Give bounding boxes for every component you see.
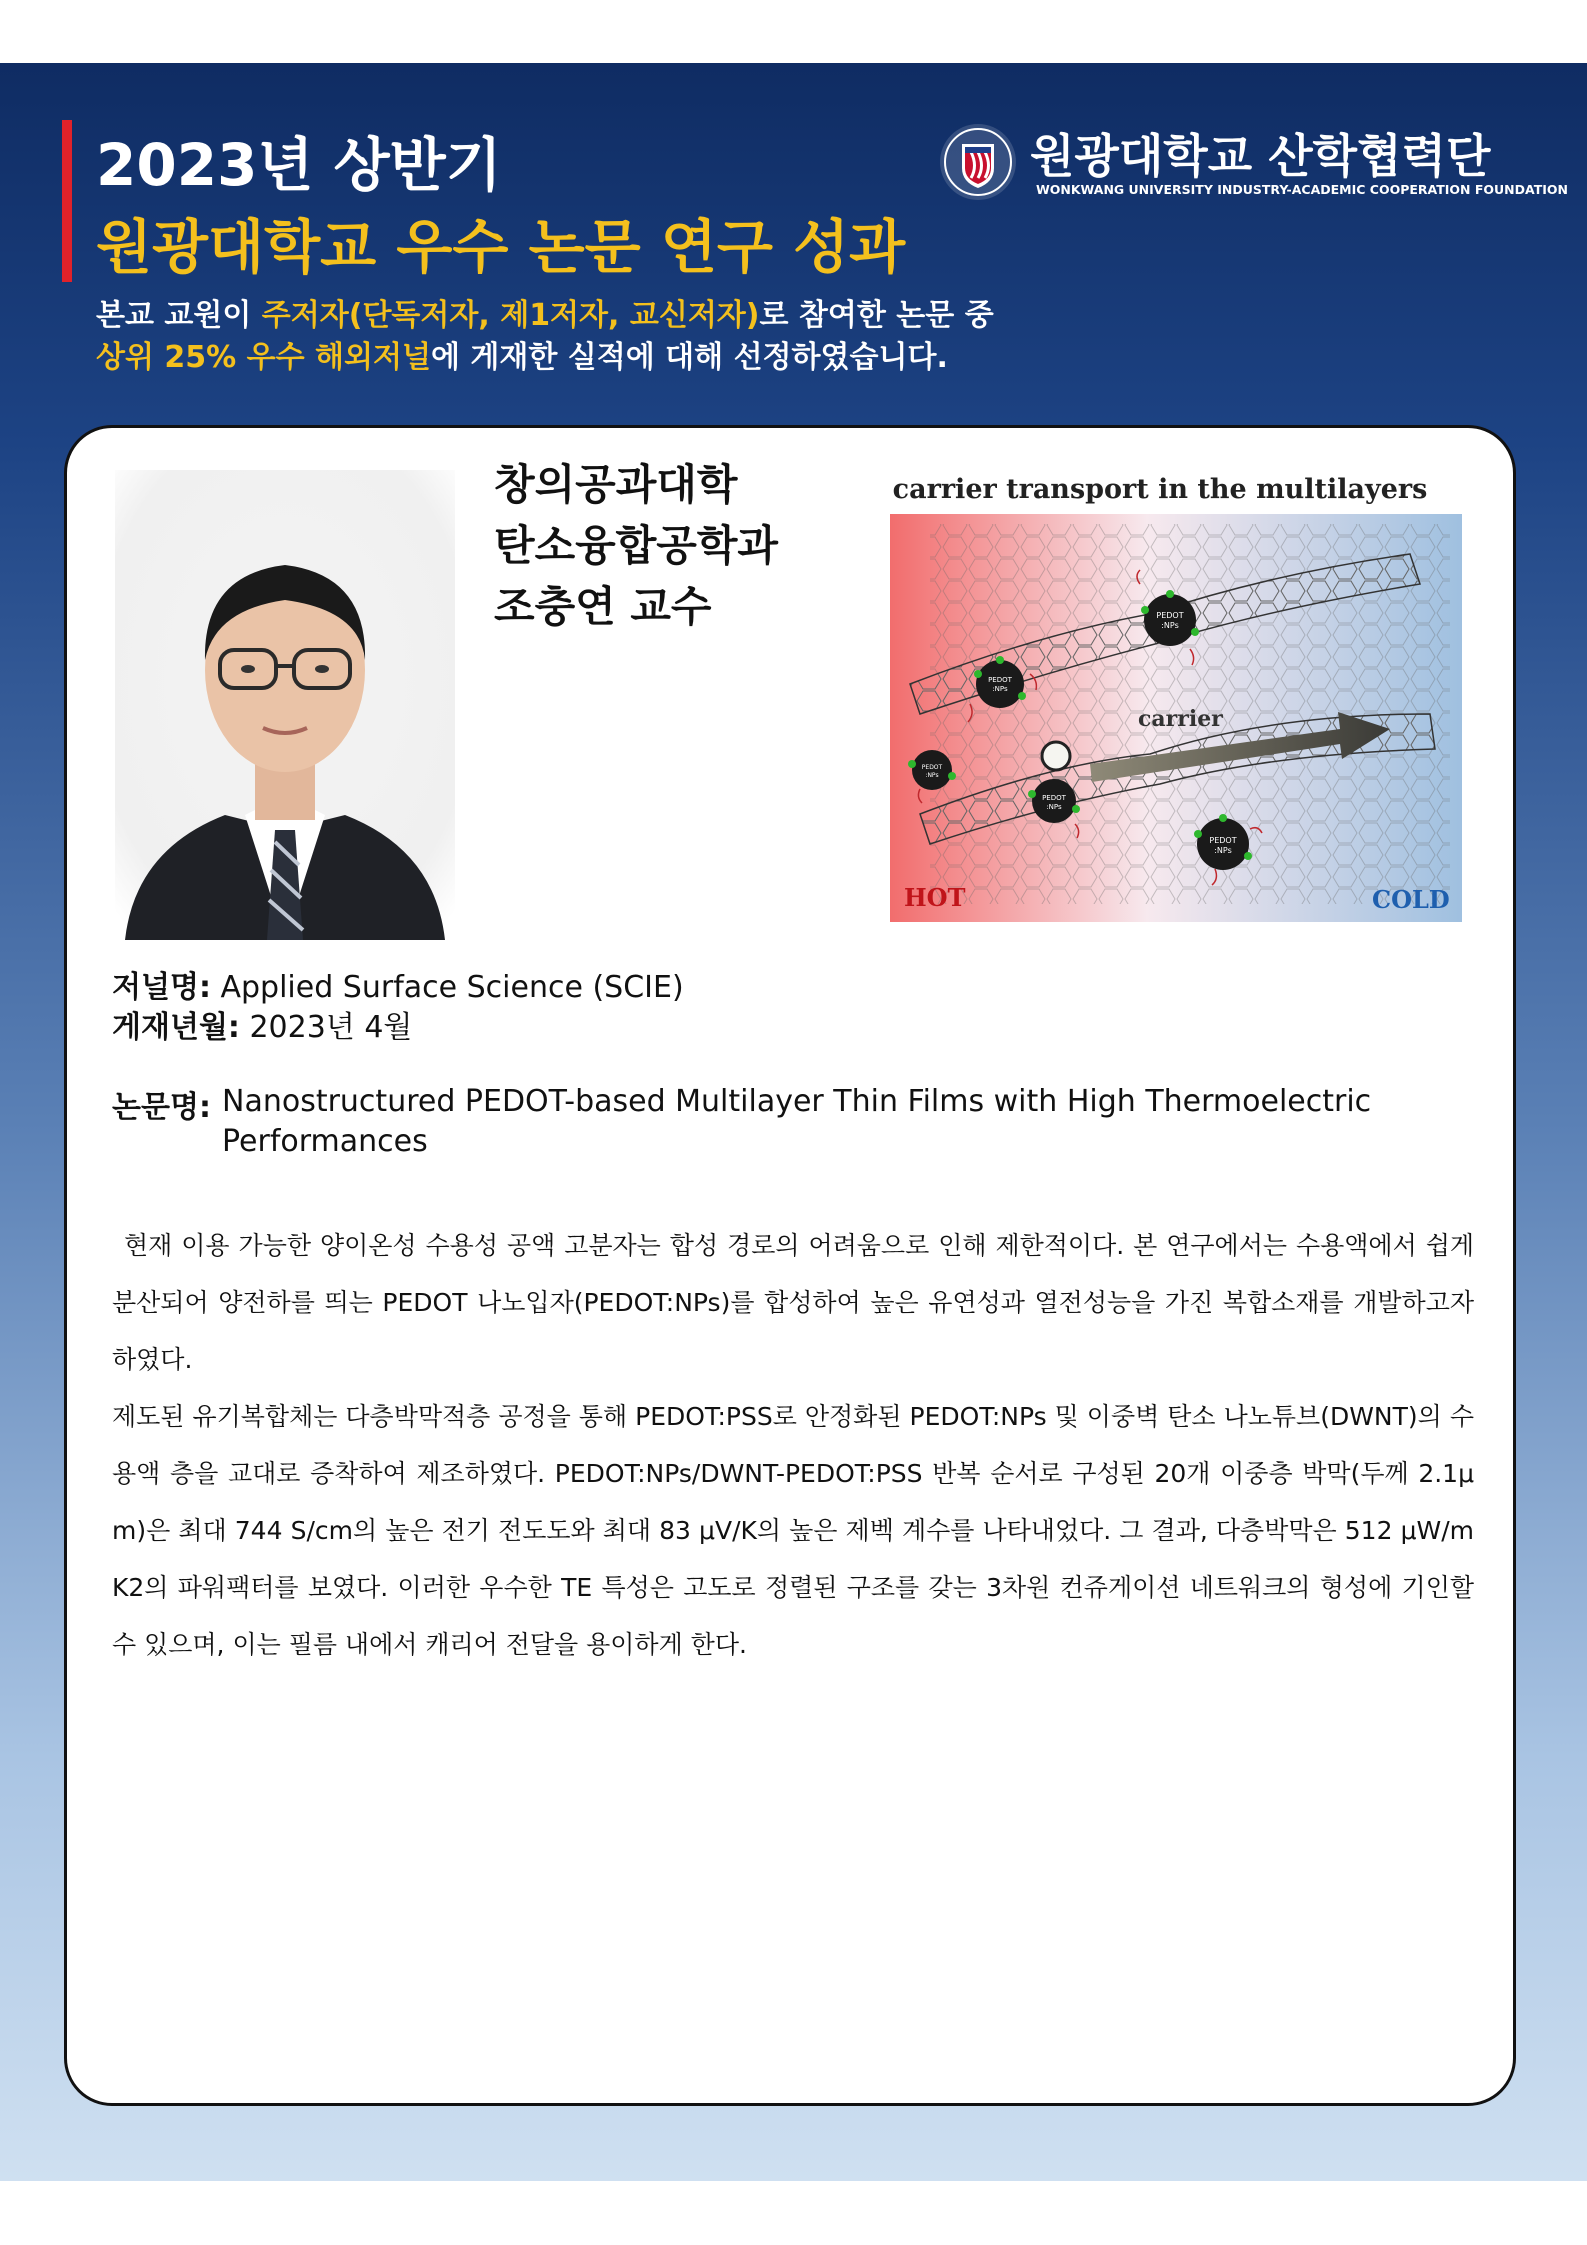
page-title-line1: 2023년 상반기 [96,131,502,199]
np-sublabel: :NPs [925,772,939,779]
paper-title: Nanostructured PEDOT-based Multilayer Thin Films with High Thermoelectric Performances [222,1084,1372,1159]
np-label: PEDOT [1042,794,1066,802]
logo-name: 원광대학교 산학협력단 [1030,129,1491,183]
np-label: PEDOT [988,676,1012,684]
title-accent-bar [62,120,72,282]
np-label: PEDOT [1156,611,1184,620]
professor-college: 창의공과대학 [494,460,738,509]
professor-photo [115,470,455,940]
journal-row: 저널명: Applied Surface Science (SCIE) [112,970,684,1005]
np-sublabel: :NPs [1161,621,1179,630]
abstract-paragraph-1: 현재 이용 가능한 양이온성 수용성 공액 고분자는 합성 경로의 어려움으로 인해 제한적이다. 본 연구에서는 수용액에서 쉽게 분산되어 양전하를 띄는 PEDOT 나노입자(PEDOT:NPs)를 합성하여 높은 유연성과 열전성능을 가진 복합소재를 개발하고자 하였다. [112,1231,1474,1374]
page-title-line2: 원광대학교 우수 논문 연구 성과 [96,213,906,281]
np-sublabel: :NPs [1214,846,1232,855]
np-sublabel: :NPs [992,685,1008,693]
university-emblem-icon [938,122,1018,202]
figure-cold-label: COLD [1372,885,1450,914]
np-label: PEDOT [921,764,943,771]
paper-title-label: 논문명: [112,1090,211,1125]
subtitle-line2: 상위 25% 우수 해외저널에 게재한 실적에 대해 선정하였습니다. [96,340,948,375]
np-label: PEDOT [1209,836,1237,845]
logo-english-name: WONKWANG UNIVERSITY INDUSTRY-ACADEMIC COOPERATION FOUNDATION [1036,182,1568,197]
np-sublabel: :NPs [1046,803,1062,811]
figure-hot-label: HOT [904,883,966,912]
subtitle-line1: 본교 교원이 주저자(단독저자, 제1저자, 교신저자)로 참여한 논문 중 [96,298,994,333]
abstract-paragraph-2: 제도된 유기복합체는 다층박막적층 공정을 통해 PEDOT:PSS로 안정화된 PEDOT:NPs 및 이중벽 탄소 나노튜브(DWNT)의 수용액 층을 교대로 증착하여 제조하였다. PEDOT:NPs/DWNT-PEDOT:PSS 반복 순서로 구성된 20개 이중층 박막(두께 2.1μm)은 최대 744 S/cm의 높은 전기 전도도와 최대 83 μV/K의 높은 제벡 계수를 나타내었다. 그 결과, 다층박막은 512 μW/mK2의 파워팩터를 보였다. 이러한 우수한 TE 특성은 고도로 정렬된 구조를 갖는 3차원 컨쥬게이션 네트워크의 형성에 기인할 수 있으며, 이는 필름 내에서 캐리어 전달을 용이하게 한다. [112,1402,1474,1659]
figure-title: carrier transport in the multilayers [892,474,1428,505]
abstract [112,1217,1474,1673]
professor-name: 조충연 교수 [494,582,712,631]
research-figure [890,514,1462,922]
figure-carrier-label: carrier [1138,706,1223,732]
date-row: 게재년월: 2023년 4월 [112,1010,413,1045]
professor-department: 탄소융합공학과 [494,521,779,570]
